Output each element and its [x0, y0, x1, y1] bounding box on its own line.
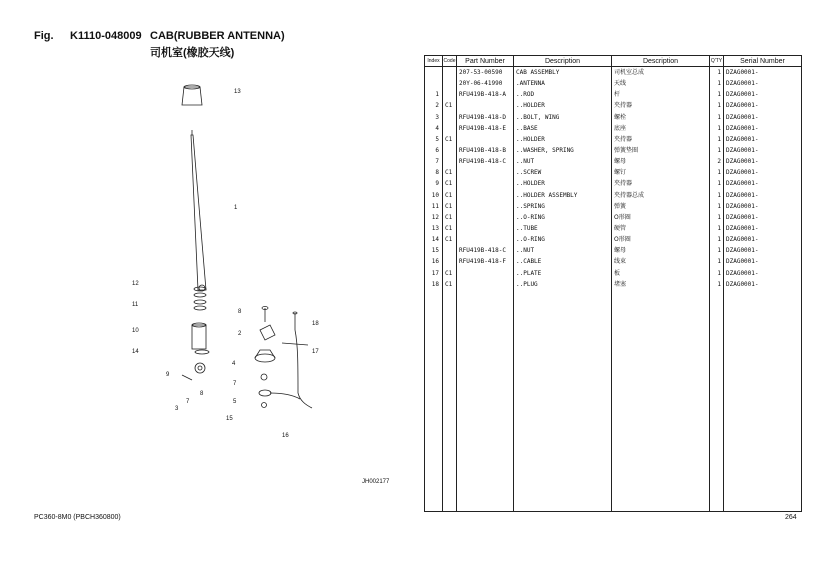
- cell-index: [425, 78, 443, 89]
- callout-3: 3: [175, 406, 179, 412]
- cell-serial-number: DZAG0001-: [724, 167, 802, 178]
- model-footer: PC360-8M0 (PBCH360800): [34, 514, 121, 521]
- cell-description-cn: 线束: [612, 256, 710, 267]
- cell-description-cn: 螺钉: [612, 167, 710, 178]
- cell-part-number: RFU419B-418-A: [457, 89, 514, 100]
- cell-code: [443, 256, 457, 267]
- cell-code: C1: [443, 279, 457, 290]
- cell-description-cn: 板: [612, 268, 710, 279]
- cell-description-cn: 夹持器总成: [612, 190, 710, 201]
- cell-qty: 2: [710, 156, 724, 167]
- cell-serial-number: DZAG0001-: [724, 145, 802, 156]
- cell-description: ..HOLDER: [514, 134, 612, 145]
- table-row: [425, 100, 802, 111]
- table-header-row: [425, 56, 802, 67]
- callout-16: 16: [282, 433, 289, 439]
- cell-description: ..O-RING: [514, 234, 612, 245]
- cell-part-number: RFU419B-418-B: [457, 145, 514, 156]
- table-row: [425, 123, 802, 134]
- cell-serial-number: DZAG0001-: [724, 67, 802, 79]
- cell-qty: 1: [710, 245, 724, 256]
- cell-description-cn: 螺母: [612, 245, 710, 256]
- cell-qty: 1: [710, 100, 724, 111]
- figure-code: K1110-048009: [70, 30, 142, 42]
- cell-index: 16: [425, 256, 443, 267]
- cell-serial-number: DZAG0001-: [724, 245, 802, 256]
- table-filler-row: [425, 290, 802, 512]
- cell-description-cn: 堵塞: [612, 279, 710, 290]
- cell-index: 14: [425, 234, 443, 245]
- cell-qty: 1: [710, 167, 724, 178]
- table-row: [425, 156, 802, 167]
- cell-qty: 1: [710, 256, 724, 267]
- cell-code: [443, 78, 457, 89]
- cell-description: ..HOLDER: [514, 178, 612, 189]
- cell-code: [443, 145, 457, 156]
- table-row: [425, 212, 802, 223]
- cell-index: 3: [425, 112, 443, 123]
- col-header-description-cn: Description: [612, 56, 710, 67]
- cell-index: 1: [425, 89, 443, 100]
- cell-index: 11: [425, 201, 443, 212]
- col-header-code: Code: [443, 56, 457, 67]
- cell-serial-number: DZAG0001-: [724, 223, 802, 234]
- cell-code: [443, 112, 457, 123]
- cell-serial-number: DZAG0001-: [724, 156, 802, 167]
- cell-qty: 1: [710, 89, 724, 100]
- cell-description: ..CABLE: [514, 256, 612, 267]
- cell-part-number: [457, 223, 514, 234]
- cell-serial-number: DZAG0001-: [724, 256, 802, 267]
- callout-15: 15: [226, 416, 233, 422]
- cell-code: C1: [443, 134, 457, 145]
- cell-part-number: [457, 190, 514, 201]
- figure-label: Fig.: [34, 30, 54, 42]
- cell-description: ..PLUG: [514, 279, 612, 290]
- cell-code: C1: [443, 201, 457, 212]
- col-header-index: Index: [425, 56, 443, 67]
- cell-description: .ANTENNA: [514, 78, 612, 89]
- cell-description-cn: O形圈: [612, 234, 710, 245]
- cell-description: ..BASE: [514, 123, 612, 134]
- cell-index: 10: [425, 190, 443, 201]
- cell-code: C1: [443, 167, 457, 178]
- cell-description-cn: 天线: [612, 78, 710, 89]
- callout-12: 12: [132, 281, 139, 287]
- table-row: [425, 167, 802, 178]
- cell-index: 7: [425, 156, 443, 167]
- cell-code: C1: [443, 100, 457, 111]
- cell-qty: 1: [710, 78, 724, 89]
- cell-qty: 1: [710, 201, 724, 212]
- cell-description-cn: 螺母: [612, 156, 710, 167]
- cell-part-number: 207-53-00590: [457, 67, 514, 79]
- cell-serial-number: DZAG0001-: [724, 89, 802, 100]
- cell-code: C1: [443, 212, 457, 223]
- cell-description: ..NUT: [514, 156, 612, 167]
- callout-7b: 7: [233, 381, 237, 387]
- cell-index: 4: [425, 123, 443, 134]
- callout-9: 9: [166, 372, 170, 378]
- cell-serial-number: DZAG0001-: [724, 201, 802, 212]
- cell-qty: 1: [710, 234, 724, 245]
- cell-description: ..WASHER, SPRING: [514, 145, 612, 156]
- cell-qty: 1: [710, 134, 724, 145]
- cell-part-number: RFU419B-418-E: [457, 123, 514, 134]
- cell-part-number: [457, 201, 514, 212]
- cell-serial-number: DZAG0001-: [724, 190, 802, 201]
- cell-code: C1: [443, 234, 457, 245]
- callout-5: 5: [233, 399, 237, 405]
- cell-index: 9: [425, 178, 443, 189]
- table-row: [425, 134, 802, 145]
- cell-code: C1: [443, 223, 457, 234]
- cell-part-number: RFU419B-418-D: [457, 112, 514, 123]
- cell-description: ..TUBE: [514, 223, 612, 234]
- table-row: [425, 145, 802, 156]
- cell-description: ..ROD: [514, 89, 612, 100]
- cell-code: C1: [443, 268, 457, 279]
- cell-qty: 1: [710, 112, 724, 123]
- cell-description: ..BOLT, WING: [514, 112, 612, 123]
- table-row: [425, 78, 802, 89]
- col-header-serial-number: Serial Number: [724, 56, 802, 67]
- cell-index: 13: [425, 223, 443, 234]
- drawing-number: JH002177: [362, 479, 390, 485]
- cell-description-cn: 夹持器: [612, 178, 710, 189]
- cell-description: ..SCREW: [514, 167, 612, 178]
- cell-part-number: [457, 268, 514, 279]
- cell-serial-number: DZAG0001-: [724, 234, 802, 245]
- cell-description: ..HOLDER ASSEMBLY: [514, 190, 612, 201]
- table-body: [425, 67, 802, 513]
- cell-serial-number: DZAG0001-: [724, 268, 802, 279]
- callout-18: 18: [312, 321, 319, 327]
- cell-code: C1: [443, 190, 457, 201]
- cell-qty: 1: [710, 190, 724, 201]
- cell-part-number: [457, 100, 514, 111]
- cell-index: [425, 67, 443, 79]
- callout-2: 2: [238, 331, 242, 337]
- table-row: [425, 112, 802, 123]
- cell-qty: 1: [710, 223, 724, 234]
- cell-part-number: [457, 178, 514, 189]
- col-header-qty: Q'TY: [710, 56, 724, 67]
- cell-description-cn: O形圈: [612, 212, 710, 223]
- table-row: [425, 190, 802, 201]
- bottom-rule: [424, 511, 801, 512]
- cell-description: ..O-RING: [514, 212, 612, 223]
- cell-description-cn: 底座: [612, 123, 710, 134]
- cell-serial-number: DZAG0001-: [724, 112, 802, 123]
- cell-description-cn: 夹持器: [612, 100, 710, 111]
- figure-title-chinese: 司机室(橡胶天线): [150, 47, 235, 59]
- cell-description: CAB ASSEMBLY: [514, 67, 612, 79]
- cell-serial-number: DZAG0001-: [724, 123, 802, 134]
- table-row: [425, 279, 802, 290]
- table-row: [425, 223, 802, 234]
- cell-description-cn: 杆: [612, 89, 710, 100]
- cell-qty: 1: [710, 279, 724, 290]
- callout-7a: 7: [186, 399, 190, 405]
- cell-description-cn: 硬管: [612, 223, 710, 234]
- cell-description: ..SPRING: [514, 201, 612, 212]
- cell-serial-number: DZAG0001-: [724, 178, 802, 189]
- table-row: [425, 234, 802, 245]
- cell-qty: 1: [710, 145, 724, 156]
- cell-description-cn: 夹持器: [612, 134, 710, 145]
- cell-index: 2: [425, 100, 443, 111]
- cell-qty: 1: [710, 212, 724, 223]
- cell-part-number: [457, 279, 514, 290]
- cell-serial-number: DZAG0001-: [724, 100, 802, 111]
- table-row: [425, 89, 802, 100]
- cell-serial-number: DZAG0001-: [724, 212, 802, 223]
- cell-index: 17: [425, 268, 443, 279]
- page-number: 264: [785, 514, 797, 521]
- cell-part-number: RFU419B-418-F: [457, 256, 514, 267]
- cell-qty: 1: [710, 268, 724, 279]
- cell-description: ..PLATE: [514, 268, 612, 279]
- exploded-parts-diagram: [120, 75, 420, 450]
- cell-part-number: RFU419B-418-C: [457, 245, 514, 256]
- cell-part-number: [457, 134, 514, 145]
- cell-description-cn: 螺栓: [612, 112, 710, 123]
- cell-code: [443, 89, 457, 100]
- cell-serial-number: DZAG0001-: [724, 134, 802, 145]
- cell-code: [443, 245, 457, 256]
- col-header-part-number: Part Number: [457, 56, 514, 67]
- table-row: [425, 256, 802, 267]
- figure-title-english: CAB(RUBBER ANTENNA): [150, 30, 285, 42]
- cell-code: [443, 156, 457, 167]
- col-header-description: Description: [514, 56, 612, 67]
- cell-qty: 1: [710, 178, 724, 189]
- cell-description-cn: 弹簧垫圈: [612, 145, 710, 156]
- cell-index: 15: [425, 245, 443, 256]
- table-row: [425, 67, 802, 79]
- cell-index: 18: [425, 279, 443, 290]
- table-row: [425, 268, 802, 279]
- table-row: [425, 201, 802, 212]
- callout-13: 13: [234, 89, 241, 95]
- cell-part-number: [457, 234, 514, 245]
- callout-14: 14: [132, 349, 139, 355]
- cell-index: 12: [425, 212, 443, 223]
- cell-code: [443, 67, 457, 79]
- cell-part-number: 20Y-06-41990: [457, 78, 514, 89]
- cell-part-number: [457, 212, 514, 223]
- cell-part-number: [457, 167, 514, 178]
- callout-labels: [132, 89, 319, 439]
- cell-serial-number: DZAG0001-: [724, 279, 802, 290]
- cell-code: C1: [443, 178, 457, 189]
- cell-index: 6: [425, 145, 443, 156]
- cell-serial-number: DZAG0001-: [724, 78, 802, 89]
- callout-17: 17: [312, 349, 319, 355]
- callout-1: 1: [234, 205, 238, 211]
- cell-qty: 1: [710, 123, 724, 134]
- cell-index: 8: [425, 167, 443, 178]
- cell-qty: 1: [710, 67, 724, 79]
- callout-10: 10: [132, 328, 139, 334]
- cell-part-number: RFU419B-418-C: [457, 156, 514, 167]
- cell-index: 5: [425, 134, 443, 145]
- cell-description-cn: 司机室总成: [612, 67, 710, 79]
- table-row: [425, 178, 802, 189]
- parts-list-table: [424, 55, 802, 512]
- cell-description-cn: 弹簧: [612, 201, 710, 212]
- callout-11: 11: [132, 302, 139, 308]
- callout-8a: 8: [200, 391, 204, 397]
- callout-8b: 8: [238, 309, 242, 315]
- cell-description: ..HOLDER: [514, 100, 612, 111]
- table-row: [425, 245, 802, 256]
- cell-code: [443, 123, 457, 134]
- callout-4: 4: [232, 361, 236, 367]
- cell-description: ..NUT: [514, 245, 612, 256]
